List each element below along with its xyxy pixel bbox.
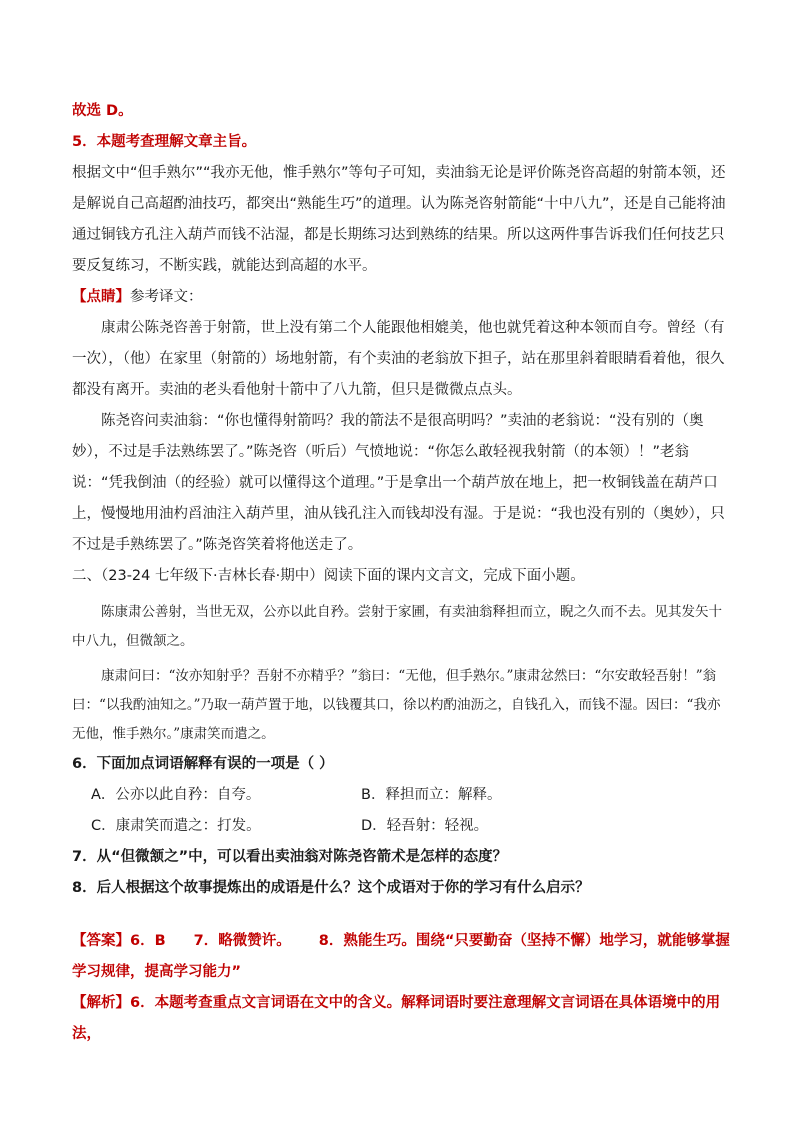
q5-heading	[72, 127, 732, 158]
q6-option-c: C．康肃笑而遣之：打发。	[91, 818, 261, 834]
dianjing-label: 参考译文：	[130, 289, 203, 305]
answer-8: 8．熟能生巧。围绕“只要勤奋（坚持不懈）地学习，就能够掌握学习规律，提高学习能力”	[72, 933, 730, 980]
section2-source: （23-24 七年级下·吉林长春·期中）	[101, 568, 324, 584]
dianjing-tag: 【点睛】	[72, 289, 130, 305]
classical-paragraph-2: 康肃问曰：“汝亦知射乎？吾射不亦精乎？”翁曰：“无他，但手熟尔。”康肃忿然曰：“尔安敢轻吾射！”翁曰：“以我酌油知之。”乃取一葫芦置于地，以钱覆其口，徐以杓酌油沥之，自钱孔入，而钱不湿。因曰：“我亦无他，惟手熟尔。”康肃笑而遣之。	[72, 668, 721, 742]
answer-6: 6．B	[130, 933, 166, 949]
q5-body: 根据文中“但手熟尔”“我亦无他，惟手熟尔”等句子可知，卖油翁无论是评价陈尧咨高超的射箭本领，还是解说自己高超酌油技巧，都突出“熟能生巧”的道理。认为陈尧咨射箭能“十中八九”，还是自己能将油通过铜钱方孔注入葫芦而钱不沾湿，都是长期练习达到熟练的结果。所以这两件事告诉我们任何技艺只要反复练习，不断实践，就能达到高超的水平。	[72, 165, 726, 274]
previous-answer-line: 故选 D。	[72, 103, 133, 119]
q7-stem: 7．从“但微颔之”中，可以看出卖油翁对陈尧咨箭术是怎样的态度？	[72, 849, 508, 865]
answer-block	[72, 926, 732, 988]
q6-option-b: B．释担而立：解释。	[361, 787, 502, 803]
translation-paragraph-1: 康肃公陈尧咨善于射箭，世上没有第二个人能跟他相媲美，他也就凭着这种本领而自夸。曾经（有一次），（他）在家里（射箭的）场地射箭，有个卖油的老翁放下担子，站在那里斜着眼睛看着他，很久都没有离开。卖油的老头看他射十箭中了八九箭，但只是微微点点头。	[72, 320, 725, 398]
analysis-block	[72, 988, 732, 1050]
section2-instruction: 阅读下面的课内文言文，完成下面小题。	[323, 568, 585, 584]
q6-options	[91, 780, 732, 842]
section2-prefix: 二、	[72, 568, 101, 584]
q5-number: 5．	[72, 134, 97, 150]
q6-option-a: A．公亦以此自矜：自夸。	[91, 787, 261, 803]
answer-tag: 【答案】	[72, 933, 130, 949]
document-page	[72, 96, 732, 1050]
translation-paragraph-2: 陈尧咨问卖油翁：“你也懂得射箭吗？我的箭法不是很高明吗？”卖油的老翁说：“没有别的（奥妙），不过是手法熟练罢了。”陈尧咨（听后）气愤地说：“你怎么敢轻视我射箭（的本领）！”老翁说：“凭我倒油（的经验）就可以懂得这个道理。”于是拿出一个葫芦放在地上，把一枚铜钱盖在葫芦口上，慢慢地用油杓舀油注入葫芦里，油从钱孔注入而钱却没有湿。于是说：“我也没有别的（奥妙），只不过是手熟练罢了。”陈尧咨笑着将他送走了。	[72, 413, 725, 553]
q6-stem: 6．下面加点词语解释有误的一项是（ ）	[72, 756, 334, 772]
answer-7: 7．略微赞许。	[193, 933, 291, 949]
classical-passage	[72, 598, 732, 749]
section2-heading	[72, 561, 732, 592]
spacer	[72, 904, 732, 926]
q5-title: 本题考查理解文章主旨。	[96, 134, 257, 150]
q6-option-d: D．轻吾射：轻视。	[361, 818, 489, 834]
analysis-text: 6．本题考查重点文言词语在文中的含义。解释词语时要注意理解文言词语在具体语境中的用法，	[72, 995, 721, 1042]
analysis-tag: 【解析】	[72, 995, 130, 1011]
classical-paragraph-1: 陈康肃公善射，当世无双，公亦以此自矜。尝射于家圃，有卖油翁释担而立，睨之久而不去。见其发矢十中八九，但微颔之。	[72, 604, 722, 649]
q8-stem: 8．后人根据这个故事提炼出的成语是什么？这个成语对于你的学习有什么启示？	[72, 880, 590, 896]
dianjing-heading	[72, 282, 732, 313]
